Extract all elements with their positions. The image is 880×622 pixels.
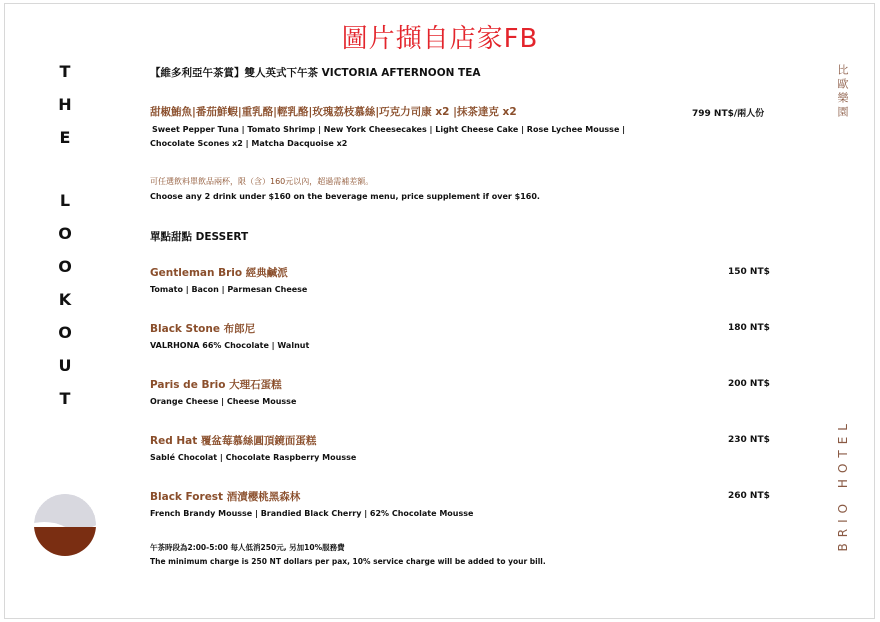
title-letter: O (58, 323, 72, 342)
dessert-price: 180 NT$ (728, 323, 770, 333)
title-letter: K (58, 290, 72, 309)
dessert-desc: French Brandy Mousse | Brandied Black Cherry | 62% Chocolate Mousse (150, 509, 474, 518)
side-hotel-label: BRIO HOTEL (836, 418, 850, 552)
dessert-item (150, 377, 296, 409)
dessert-desc: VALRHONA 66% Chocolate | Walnut (150, 341, 310, 350)
title-letter: H (58, 95, 72, 114)
dessert-title: Paris de Brio 大理石蛋糕 (150, 379, 282, 391)
title-letter: O (58, 224, 72, 243)
brio-logo-icon (33, 493, 97, 557)
dessert-desc: Orange Cheese | Cheese Mousse (150, 397, 297, 406)
dessert-item (150, 321, 309, 353)
footer-note-cn: 午茶時段為2:00-5:00 每人低消250元, 另加10%服務費 (150, 543, 345, 552)
dessert-item (150, 489, 473, 521)
title-letter: E (59, 128, 71, 147)
title-letter: T (59, 62, 71, 81)
dessert-price: 260 NT$ (728, 491, 770, 501)
set-desc-line2: Chocolate Scones x2 | Matcha Dacquoise x2 (150, 139, 348, 148)
dessert-desc: Sablé Chocolat | Chocolate Raspberry Mousse (150, 453, 357, 462)
side-chinese-label: 比歐樂園 (836, 64, 849, 120)
dessert-price: 230 NT$ (728, 435, 770, 445)
drink-note-en: Choose any 2 drink under $160 on the beverage menu, price supplement if over $160. (150, 192, 540, 201)
menu-page (4, 3, 875, 619)
title-letter: U (58, 356, 72, 375)
set-title: 甜椒鮪魚|番茄鮮蝦|重乳酪|輕乳酪|玫瑰荔枝慕絲|巧克力司康 x2 |抹茶達克 x2 (150, 106, 517, 118)
footer-note-en: The minimum charge is 250 NT dollars per pax, 10% service charge will be added to your bill. (150, 557, 546, 566)
title-letter: O (58, 257, 72, 276)
set-desc-line1: Sweet Pepper Tuna | Tomato Shrimp | New York Cheesecakes | Light Cheese Cake | Rose Lychee Mousse | (152, 125, 626, 134)
dessert-desc: Tomato | Bacon | Parmesan Cheese (150, 285, 308, 294)
dessert-title: Black Forest 酒漬櫻桃黑森林 (150, 491, 301, 503)
dessert-heading: 單點甜點 DESSERT (150, 231, 249, 243)
dessert-title: Red Hat 覆盆莓慕絲圓頂鏡面蛋糕 (150, 435, 317, 447)
set-heading: 【維多利亞午茶賞】雙人英式下午茶 VICTORIA AFTERNOON TEA (150, 67, 481, 79)
title-letter: L (59, 191, 71, 210)
dessert-item (150, 433, 356, 465)
drink-note-cn: 可任選飲料單飲品兩杯，限（含）160元以內，超過需補差額。 (150, 177, 374, 186)
dessert-item (150, 265, 307, 297)
watermark-text: 圖片擷自店家FB (341, 24, 539, 54)
set-price: 799 NT$/兩人份 (692, 109, 765, 119)
dessert-price: 150 NT$ (728, 267, 770, 277)
dessert-title: Black Stone 布郎尼 (150, 323, 256, 335)
dessert-title: Gentleman Brio 經典鹹派 (150, 267, 288, 279)
dessert-price: 200 NT$ (728, 379, 770, 389)
title-letter: T (59, 389, 71, 408)
vertical-title (55, 62, 75, 422)
